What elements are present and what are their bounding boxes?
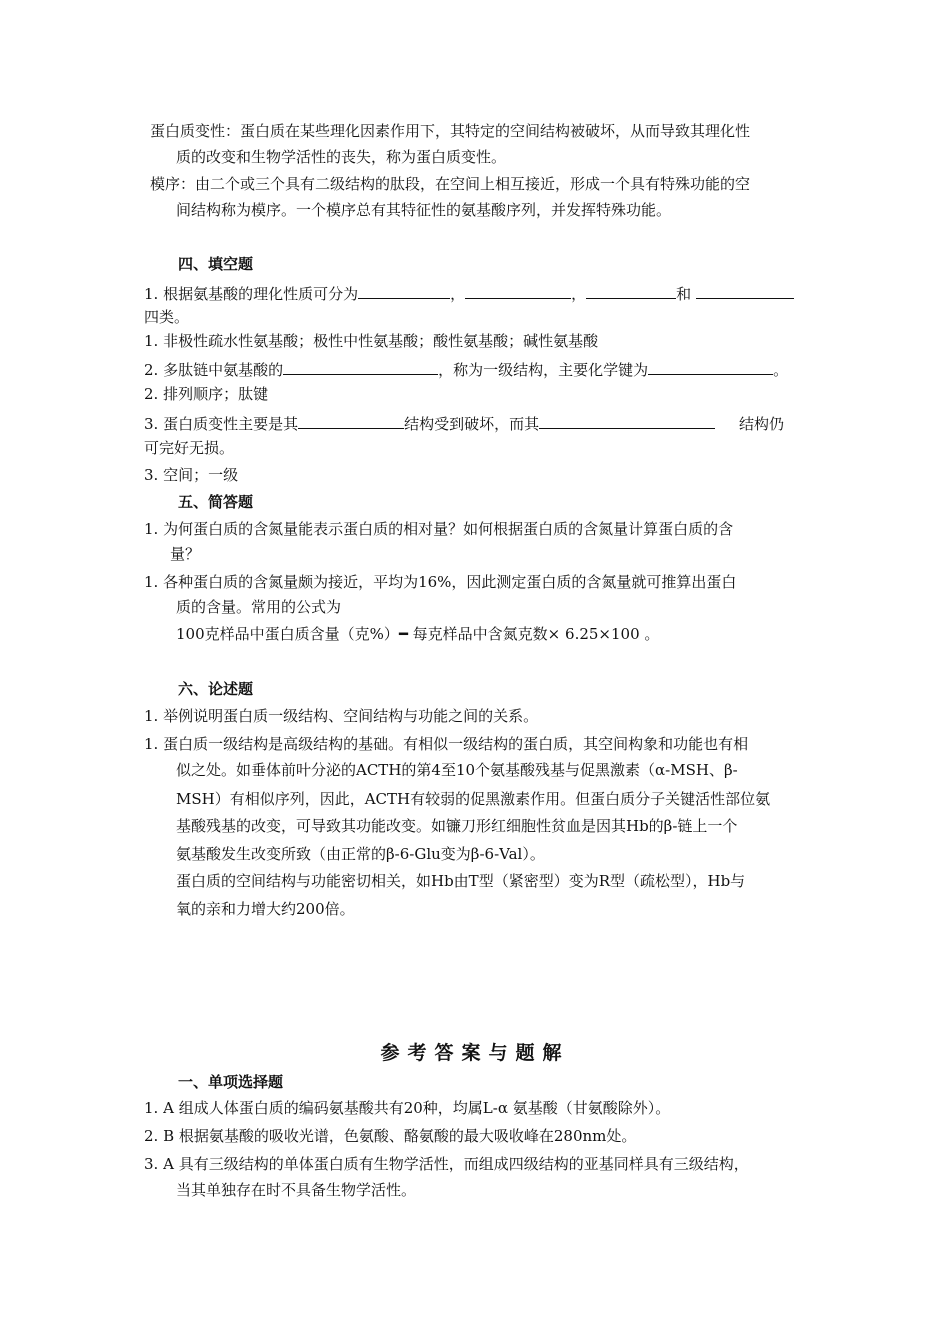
answer-number: 1.	[144, 573, 159, 591]
question-number: 1.	[144, 707, 159, 725]
answer-number: 2.	[144, 1127, 159, 1145]
question-text: 可完好无损。	[144, 439, 235, 457]
answer-text: 蛋白质一级结构是高级结构的基础。有相似一级结构的蛋白质，其空间构象和功能也有相	[163, 735, 749, 753]
question-text: ，	[571, 285, 587, 303]
question-1	[144, 280, 810, 308]
question-text: 。	[773, 361, 789, 379]
answer-text: 质的含量。常用的公式为	[176, 598, 342, 616]
answer-text: 似之处。如垂体前叶分泌的ACTH的第4至10个氨基酸残基与促黑激素（α-MSH、β-	[176, 761, 738, 779]
answer-text: 氨基酸发生改变所致（由正常的β-6-Glu变为β-6-Val）。	[176, 845, 545, 863]
answer-item	[144, 1152, 810, 1178]
question-text: ，称为一级结构，主要化学键为	[438, 361, 649, 379]
question-text: 多肽链中氨基酸的	[163, 361, 284, 379]
question-text: 和	[676, 285, 692, 303]
answer-text: 氧的亲和力增大约200倍。	[176, 900, 355, 918]
answer-item	[144, 1124, 810, 1150]
answer-text: 蛋白质的空间结构与功能密切相关，如Hb由T型（紧密型）变为R型（疏松型），Hb与	[176, 872, 746, 890]
question-text: 结构仍	[738, 415, 784, 433]
question-number: 1.	[144, 520, 159, 538]
definition-denaturation	[150, 119, 816, 145]
formula-text: 100克样品中蛋白质含量（克%）━ 每克样品中含氮克数× 6.25×100 。	[176, 625, 660, 643]
answer-1	[144, 329, 810, 355]
question-text: 为何蛋白质的含氮量能表示蛋白质的相对量？如何根据蛋白质的含氮量计算蛋白质的含	[163, 520, 734, 538]
answer-text: A 具有三级结构的单体蛋白质有生物学活性，而组成四级结构的亚基同样具有三级结构，	[163, 1155, 749, 1173]
answer-number: 1.	[144, 332, 159, 350]
answer-text: 各种蛋白质的含氮量颇为接近，平均为16%，因此测定蛋白质的含氮量就可推算出蛋白	[163, 573, 737, 591]
definition-text: 由二个或三个具有二级结构的肽段，在空间上相互接近，形成一个具有特殊功能的空	[195, 175, 751, 193]
section-heading: 一、单项选择题	[178, 1073, 284, 1091]
question-text: 量？	[170, 545, 201, 563]
section-heading: 五、简答题	[178, 493, 254, 511]
definition-text: 质的改变和生物学活性的丧失，称为蛋白质变性。	[176, 148, 507, 166]
question-1	[144, 517, 810, 543]
question-number: 1.	[144, 285, 159, 303]
answer-number: 3.	[144, 1155, 159, 1173]
answer-text: B 根据氨基酸的吸收光谱，色氨酸、酪氨酸的最大吸收峰在280nm处。	[163, 1127, 637, 1145]
answer-number: 3.	[144, 466, 159, 484]
answer-number: 1.	[144, 735, 159, 753]
question-text: 根据氨基酸的理化性质可分为	[163, 285, 359, 303]
answer-3	[144, 463, 810, 489]
question-3	[144, 410, 810, 438]
fill-blank	[696, 280, 794, 299]
definition-term: 蛋白质变性：	[150, 122, 241, 140]
fill-blank	[358, 280, 450, 299]
answer-1	[144, 732, 810, 758]
fill-blank	[648, 356, 773, 375]
question-text: ，	[450, 285, 466, 303]
fill-blank	[539, 410, 715, 429]
question-text: 四类。	[144, 308, 190, 326]
question-number: 2.	[144, 361, 159, 379]
fill-blank	[586, 280, 676, 299]
question-text: 蛋白质变性主要是其	[163, 415, 299, 433]
answer-1	[144, 570, 810, 596]
answers-title: 参考答案与题解	[380, 1042, 570, 1064]
section-heading: 四、填空题	[178, 255, 254, 273]
definition-term: 模序：	[150, 175, 196, 193]
question-text: 结构受到破坏，而其	[404, 415, 540, 433]
answer-text: MSH）有相似序列，因此，ACTH有较弱的促黑激素作用。但蛋白质分子关键活性部位氨	[176, 790, 771, 808]
fill-blank	[465, 280, 571, 299]
answer-text: 非极性疏水性氨基酸；极性中性氨基酸；酸性氨基酸；碱性氨基酸	[163, 332, 599, 350]
fill-blank	[283, 356, 438, 375]
fill-blank	[298, 410, 404, 429]
answer-text: 排列顺序；肽键	[163, 385, 269, 403]
question-1	[144, 704, 810, 730]
question-2	[144, 356, 810, 384]
definition-text: 蛋白质在某些理化因素作用下，其特定的空间结构被破坏，从而导致其理化性	[240, 122, 751, 140]
section-heading: 六、论述题	[178, 680, 254, 698]
definition-text: 间结构称为模序。一个模序总有其特征性的氨基酸序列，并发挥特殊功能。	[176, 201, 672, 219]
answer-number: 1.	[144, 1099, 159, 1117]
question-number: 3.	[144, 415, 159, 433]
answer-text: 当其单独存在时不具备生物学活性。	[176, 1181, 417, 1199]
answer-2	[144, 382, 810, 408]
answer-text: 空间；一级	[163, 466, 239, 484]
definition-motif	[150, 172, 816, 198]
answer-number: 2.	[144, 385, 159, 403]
answer-item	[144, 1096, 810, 1122]
answer-text: A 组成人体蛋白质的编码氨基酸共有20种，均属L-α 氨基酸（甘氨酸除外）。	[163, 1099, 671, 1117]
question-text: 举例说明蛋白质一级结构、空间结构与功能之间的关系。	[163, 707, 539, 725]
answer-text: 基酸残基的改变，可导致其功能改变。如镰刀形红细胞性贫血是因其Hb的β-链上一个	[176, 817, 738, 835]
